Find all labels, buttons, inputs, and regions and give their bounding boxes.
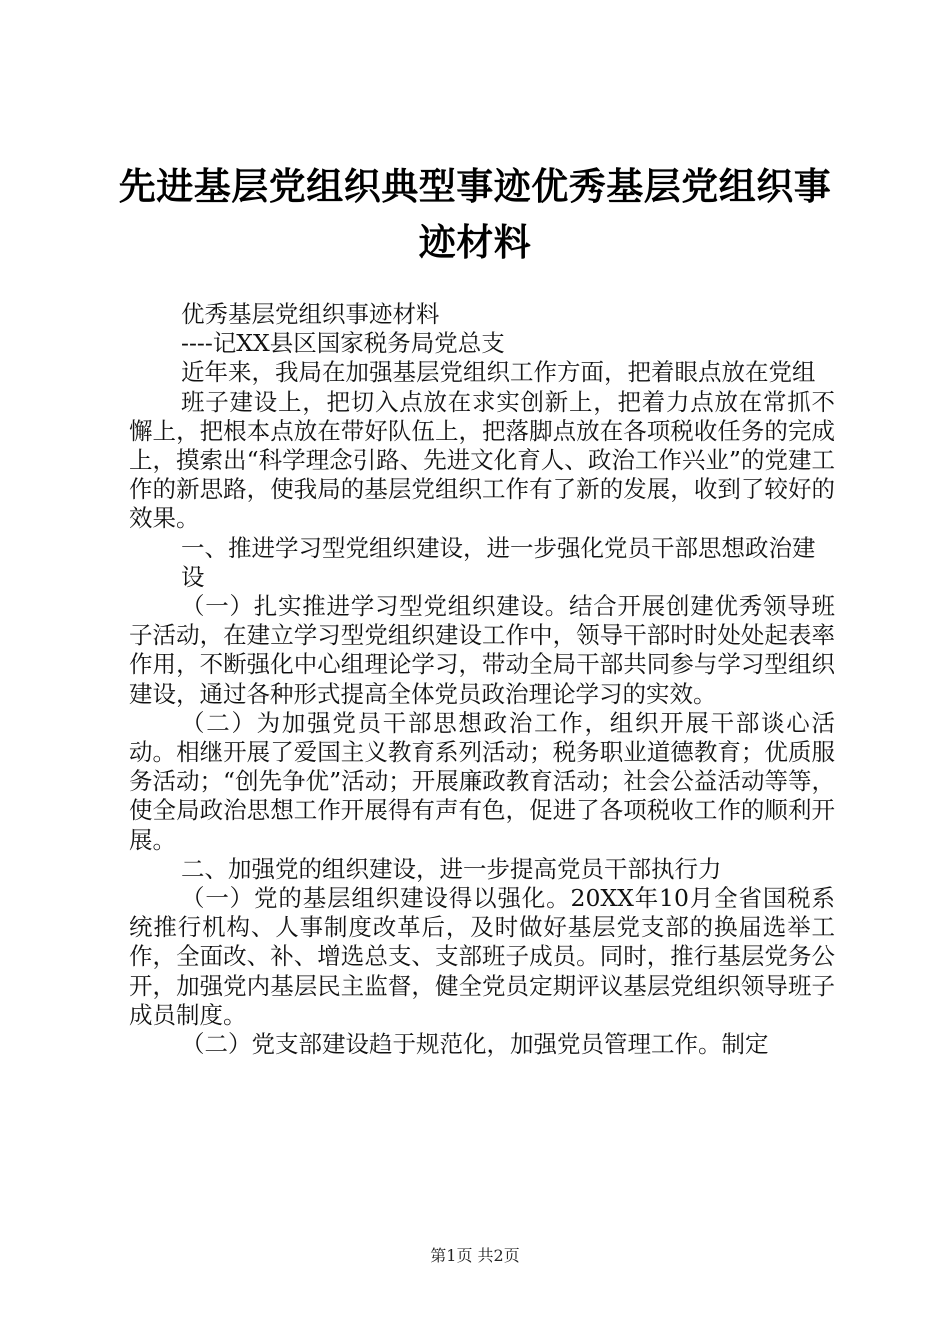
paragraph: （一）党的基层组织建设得以强化。20XX年10月全省国税系统推行机构、人事制度改革后，及时做好基层党支部的换届选举工作，全面改、补、增选总支、支部班子成员。同时，推行基层党务公开，加强党内基层民主监督，健全党员定期评议基层党组织领导班子成员制度。 <box>129 884 835 1029</box>
section-heading: 一、推进学习型党组织建设，进一步强化党员干部思想政治建 <box>181 533 816 562</box>
paragraph: （二）党支部建设趋于规范化，加强党员管理工作。制定 <box>181 1030 769 1059</box>
paragraph: 班子建设上，把切入点放在求实创新上，把着力点放在常抓不懈上，把根本点放在带好队伍上，把落脚点放在各项税收任务的完成上，摸索出“科学理念引路、先进文化育人、政治工作兴业”的党建工作的新思路，使我局的基层党组织工作有了新的发展，收到了较好的效果。 <box>129 387 835 533</box>
paragraph: 近年来，我局在加强基层党组织工作方面，把着眼点放在党组 <box>181 358 816 387</box>
section-heading: 二、加强党的组织建设，进一步提高党员干部执行力 <box>181 854 722 883</box>
document-body <box>129 300 835 1059</box>
document-title: 先进基层党组织典型事迹优秀基层党组织事迹材料 <box>118 164 832 264</box>
page-number-footer: 第1页 共2页 <box>430 1246 520 1265</box>
paragraph: （一）扎实推进学习型党组织建设。结合开展创建优秀领导班子活动，在建立学习型党组织建设工作中，领导干部时时处处起表率作用，不断强化中心组理论学习，带动全局干部共同参与学习型组织建设，通过各种形式提高全体党员政治理论学习的实效。 <box>129 592 835 708</box>
byline: ----记XX县区国家税务局党总支 <box>181 329 505 358</box>
paragraph: （二）为加强党员干部思想政治工作，组织开展干部谈心活动。相继开展了爱国主义教育系列活动；税务职业道德教育；优质服务活动；“创先争优”活动；开展廉政教育活动；社会公益活动等等，使全局政治思想工作开展得有声有色，促进了各项税收工作的顺利开展。 <box>129 708 835 854</box>
section-heading-continuation: 设 <box>181 562 205 591</box>
subtitle: 优秀基层党组织事迹材料 <box>181 300 440 328</box>
